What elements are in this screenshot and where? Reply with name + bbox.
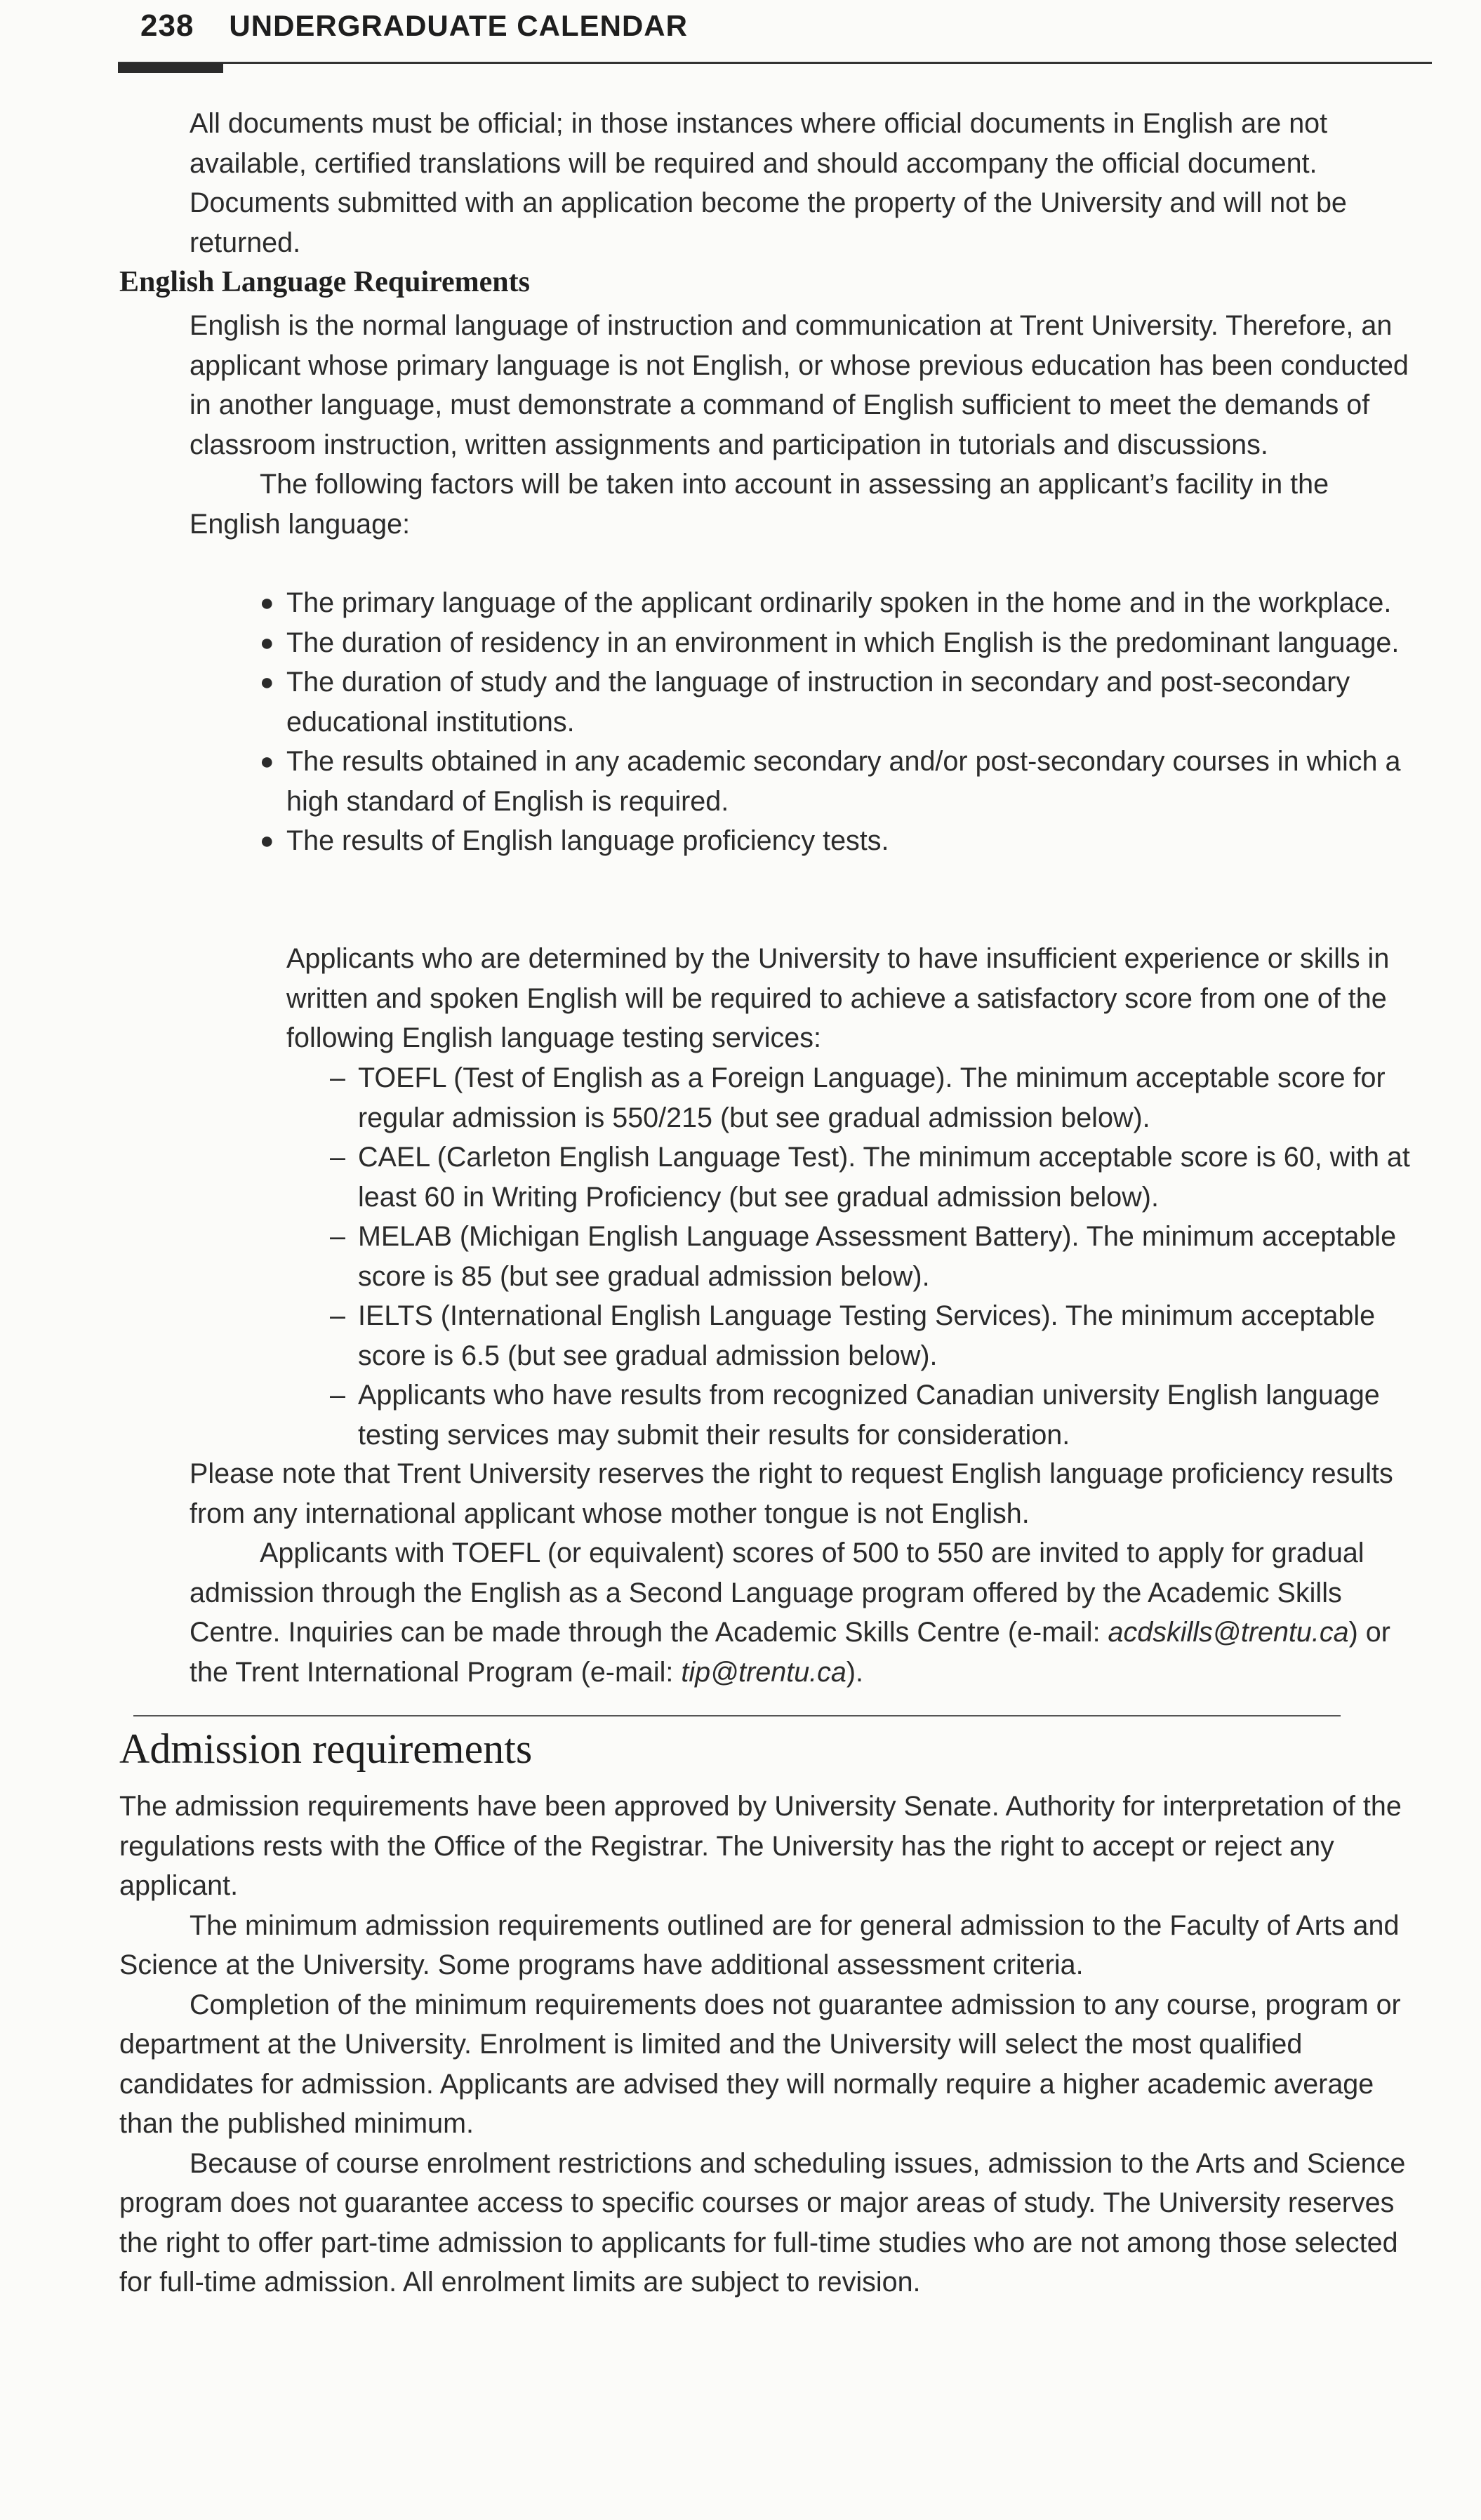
section-divider: [133, 1715, 1341, 1716]
factors-list: [260, 583, 1432, 861]
bullet-icon: ●: [260, 589, 274, 616]
list-item: ● The primary language of the applicant ordinarily spoken in the home and in the workplace.: [260, 583, 1432, 623]
note-paragraph: Please note that Trent University reserves the right to request English language proficiency results from any international applicant whose mother tongue is not English.: [190, 1458, 1393, 1529]
english-requirements-block: [190, 306, 1425, 544]
dash-icon: –: [330, 1380, 345, 1411]
list-item: – Applicants who have results from recognized Canadian university English language testing services may submit their results for consideration.: [330, 1375, 1432, 1455]
admission-paragraph: The admission requirements have been approved by University Senate. Authority for interpretation of the regulations rests with the Office of the Registrar. The University has the right to accept or reject any applicant.: [119, 1791, 1402, 1901]
gradual-admission-paragraph: Applicants with TOEFL (or equivalent) scores of 500 to 550 are invited to apply for gradual admission through the English as a Second Language program offered by the Academic Skills Centre. Inquiries can be made through the Academic Skills Centre (e-mail: acdskills@trentu.ca) or the Trent International Program (e-mail: tip@trentu.ca).: [190, 1538, 1390, 1688]
list-item: – CAEL (Carleton English Language Test). The minimum acceptable score is 60, with at least 60 in Writing Proficiency (but see gradual admission below).: [330, 1138, 1432, 1217]
list-item: ● The results of English language proficiency tests.: [260, 821, 1432, 861]
page-number: 238: [140, 8, 194, 43]
english-requirements-heading: English Language Requirements: [119, 266, 530, 298]
dash-icon: –: [330, 1142, 345, 1173]
admission-paragraph: The minimum admission requirements outlined are for general admission to the Faculty of Arts and Science at the University. Some programs have additional assessment criteria.: [119, 1909, 1400, 1980]
admission-paragraph: Completion of the minimum requirements does not guarantee admission to any course, program or department at the University. Enrolment is limited and the University will select the most qualified candidates for admission. Applicants are advised they will normally require a higher academic average than the published minimum.: [119, 1989, 1401, 2139]
calendar-title: UNDERGRADUATE CALENDAR: [229, 9, 688, 42]
list-item: ● The duration of residency in an environment in which English is the predominant language.: [260, 623, 1432, 663]
list-item: – TOEFL (Test of English as a Foreign Language). The minimum acceptable score for regular admission is 550/215 (but see gradual admission below).: [330, 1058, 1432, 1138]
documents-paragraph: All documents must be official; in those instances where official documents in English are not available, certified translations will be required and should accompany the official document. Documents submitted with an application become the property of the University and will not be returned.: [190, 108, 1347, 258]
testing-intro: Applicants who are determined by the University to have insufficient experience or skills in written and spoken English will be required to achieve a satisfactory score from one of the following English language testing services:: [286, 943, 1390, 1053]
admission-paragraph: Because of course enrolment restrictions and scheduling issues, admission to the Arts and Science program does not guarantee access to specific courses or major areas of study. The University reserves the right to offer part-time admission to applicants for full-time studies who are not among those selected for full-time admission. All enrolment limits are subject to revision.: [119, 2147, 1406, 2298]
bullet-icon: ●: [260, 669, 274, 695]
bullet-icon: ●: [260, 748, 274, 775]
header-rule: [118, 62, 1432, 64]
note-block: [190, 1454, 1432, 1692]
bullet-icon: ●: [260, 629, 274, 656]
header-bar: [118, 63, 223, 73]
list-item: – MELAB (Michigan English Language Assessment Battery). The minimum acceptable score is 85 (but see gradual admission below).: [330, 1217, 1432, 1296]
admission-heading: Admission requirements: [119, 1726, 533, 1772]
list-item: ● The results obtained in any academic secondary and/or post-secondary courses in which a high standard of English is required.: [260, 742, 1432, 821]
bullet-icon: ●: [260, 827, 274, 854]
list-item: ● The duration of study and the language of instruction in secondary and post-secondary educational institutions.: [260, 662, 1432, 742]
tip-email[interactable]: tip@trentu.ca: [681, 1656, 846, 1688]
running-header: [140, 8, 688, 51]
documents-block: [190, 104, 1425, 262]
tests-list: [330, 1058, 1432, 1455]
english-paragraph-1: English is the normal language of instruction and communication at Trent University. Therefore, an applicant whose primary language is not English, or whose previous education has been conducted in another language, must demonstrate a command of English sufficient to meet the demands of classroom instruction, written assignments and participation in tutorials and discussions.: [190, 310, 1409, 460]
admission-block: [119, 1787, 1432, 2302]
dash-icon: –: [330, 1221, 345, 1252]
list-item: – IELTS (International English Language Testing Services). The minimum acceptable score is 6.5 (but see gradual admission below).: [330, 1296, 1432, 1375]
academic-skills-email[interactable]: acdskills@trentu.ca: [1108, 1617, 1349, 1648]
dash-icon: –: [330, 1062, 345, 1093]
dash-icon: –: [330, 1300, 345, 1331]
english-paragraph-2: The following factors will be taken into account in assessing an applicant’s facility in the English language:: [190, 469, 1329, 540]
